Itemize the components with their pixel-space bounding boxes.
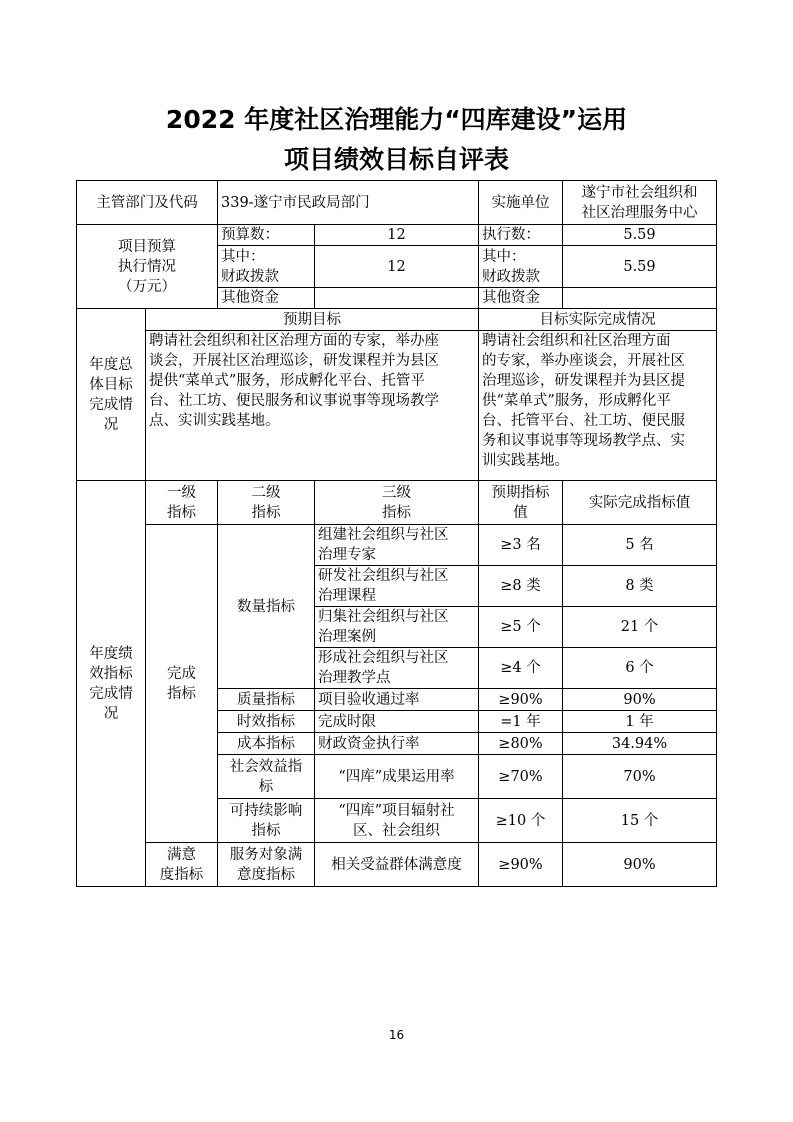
budget-label-line: （万元） [118,278,176,295]
actual-value: 1 年 [563,711,717,733]
expected-value: ≥80% [479,733,563,755]
indicator-row [77,525,717,566]
goals-label-line: 完成情 [89,396,133,413]
level3-cell: 财政资金执行率 [315,733,479,755]
fiscal-exec-label [479,246,563,288]
expected-value: ≥10 个 [479,799,563,843]
header-line: 指标 [251,504,281,521]
expected-goal-line: 台、社工坊、便民服务和议事说事等现场教学 [149,393,439,409]
title-line-1: 2022 年度社区治理能力“四库建设”运用 [165,105,628,134]
actual-goal-text [479,331,717,481]
actual-value-header: 实际完成指标值 [563,481,717,525]
fiscal-label [218,246,315,288]
actual-value: 90% [563,689,717,711]
level3-cell: 相关受益群体满意度 [315,843,479,887]
header-line: 三级 [382,484,411,501]
fiscal-exec-label-line: 其中： [482,248,526,265]
other-funds-exec-value [563,288,717,309]
header-line: 指标 [382,504,411,521]
level3-line: 归集社会组织与社区 [318,609,449,625]
level3-line: 治理教学点 [318,670,391,686]
expected-value: ≥8 类 [479,566,563,607]
exec-amount-value: 5.59 [563,225,717,246]
indicator-row [77,843,717,887]
other-funds-exec-label: 其他资金 [479,288,563,309]
unit-value-line: 遂宁市社会组织和 [581,184,698,201]
expected-goal-line: 点、实训实践基地。 [149,413,280,429]
budget-amount-value: 12 [315,225,479,246]
header-line: 指标 [167,504,196,521]
expected-goal-line: 聘请社会组织和社区治理方面的专家，举办座 [149,333,439,349]
level2-cell [218,799,315,843]
goals-header-row [77,309,717,331]
indicator-section-line: 完成情 [89,685,133,702]
expected-goal-line: 提供“菜单式”服务，形成孵化平台、托管平 [149,373,425,389]
budget-label-line: 项目预算 [118,238,176,255]
evaluation-table [76,180,717,887]
budget-label-line: 执行情况 [118,258,176,275]
level2-cell: 质量指标 [218,689,315,711]
actual-value: 21 个 [563,607,717,648]
level3-header [315,481,479,525]
completion-line: 指标 [167,685,196,702]
level3-line: 治理案例 [318,629,376,645]
actual-goal-line: 台、托管平台、社工坊、便民服 [482,413,685,429]
level2-header [218,481,315,525]
satisfaction-line: 度指标 [159,866,204,883]
level3-line: 治理专家 [318,547,376,563]
level3-cell [315,799,479,843]
fiscal-label-line: 其中： [221,248,265,265]
dept-value: 339-遂宁市民政局部门 [218,181,479,225]
fiscal-label-line: 财政拨款 [221,268,279,285]
indicator-section-label [77,481,146,887]
indicator-section-line: 年度绩 [89,645,133,662]
header-line: 二级 [251,484,281,501]
actual-value: 70% [563,755,717,799]
dept-label: 主管部门及代码 [77,181,218,225]
unit-value [563,181,717,225]
completion-line: 完成 [167,665,196,682]
expected-value: =1 年 [479,711,563,733]
quantity-indicator-label: 数量指标 [218,525,315,689]
exec-amount-label: 执行数： [479,225,563,246]
budget-label [77,225,218,309]
level2-line: 标 [258,778,274,795]
expected-value: ≥90% [479,843,563,887]
level3-line: 治理课程 [318,588,376,604]
expected-goal-line: 谈会，开展社区治理巡诊，研发课程并为县区 [149,353,439,369]
completion-indicator-label [146,525,218,843]
actual-goal-header: 目标实际完成情况 [479,309,717,331]
actual-value: 8 类 [563,566,717,607]
level3-cell [315,566,479,607]
level2-cell: 时效指标 [218,711,315,733]
satisfaction-line: 满意 [167,846,196,863]
fiscal-budget-value: 12 [315,246,479,288]
level2-cell [218,755,315,799]
level2-line: 服务对象满 [229,846,303,863]
header-line: 一级 [167,484,196,501]
fiscal-exec-value: 5.59 [563,246,717,288]
expected-value-header [479,481,563,525]
actual-value: 6 个 [563,648,717,689]
level3-line: “四库”项目辐射社 [338,802,455,819]
unit-value-line: 社区治理服务中心 [581,204,698,221]
satisfaction-indicator-label [146,843,218,887]
actual-goal-line: 治理巡诊，研发课程并为县区提 [482,373,685,389]
expected-goal-text [146,331,479,481]
level2-line: 可持续影响 [229,802,303,819]
level3-line: 形成社会组织与社区 [318,650,449,666]
unit-label: 实施单位 [479,181,563,225]
level3-cell [315,607,479,648]
level2-line: 指标 [251,822,281,839]
level2-cell: 成本指标 [218,733,315,755]
actual-goal-line: 务和议事说事等现场教学点、实 [482,433,685,449]
actual-goal-line: 训实践基地。 [482,453,569,469]
actual-goal-line: 供“菜单式”服务，形成孵化平 [482,393,671,409]
level2-line: 意度指标 [237,866,295,883]
level3-cell [315,648,479,689]
fiscal-exec-label-line: 财政拨款 [482,268,540,285]
expected-value: ≥3 名 [479,525,563,566]
actual-goal-line: 聘请社会组织和社区治理方面 [482,333,671,349]
header-line: 预期指标 [491,484,550,501]
level3-cell: “四库”成果运用率 [315,755,479,799]
level1-header [146,481,218,525]
page-number: 16 [388,1028,405,1042]
header-row [77,181,717,225]
level3-line: 研发社会组织与社区 [318,568,449,584]
goals-label-line: 年度总 [89,356,133,373]
actual-value: 90% [563,843,717,887]
expected-value: ≥70% [479,755,563,799]
other-funds-value [315,288,479,309]
expected-value: ≥90% [479,689,563,711]
goals-label [77,309,146,481]
actual-value: 5 名 [563,525,717,566]
actual-value: 34.94% [563,733,717,755]
level3-cell: 完成时限 [315,711,479,733]
level3-cell [315,525,479,566]
actual-value: 15 个 [563,799,717,843]
title-line-2: 项目绩效目标自评表 [283,145,509,174]
header-line: 值 [513,504,528,521]
expected-value: ≥4 个 [479,648,563,689]
actual-goal-line: 的专家，举办座谈会，开展社区 [482,353,685,369]
goals-content-row [77,331,717,481]
indicator-section-line: 况 [103,705,119,722]
expected-goal-header: 预期目标 [146,309,479,331]
level3-cell: 项目验收通过率 [315,689,479,711]
level3-line: 区、社会组织 [353,822,440,839]
indicator-header-row [77,481,717,525]
level2-cell [218,843,315,887]
indicator-section-line: 效指标 [89,665,133,682]
level2-line: 社会效益指 [229,758,303,775]
goals-label-line: 体目标 [89,376,133,393]
other-funds-label: 其他资金 [218,288,315,309]
budget-row [77,225,717,246]
expected-value: ≥5 个 [479,607,563,648]
budget-amount-label: 预算数： [218,225,315,246]
level3-line: 组建社会组织与社区 [318,527,449,543]
goals-label-line: 况 [103,416,119,433]
